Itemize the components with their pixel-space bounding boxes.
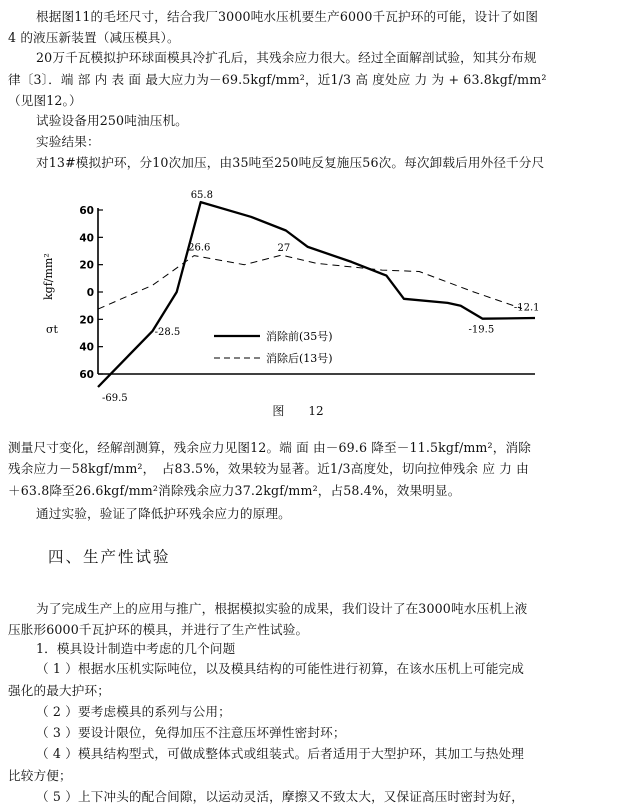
- y-tick-label: 40: [79, 232, 94, 245]
- text-line: 律〔3〕．端 部 内 表 面 最大应力为－69.5kgf/mm²，近1/3 高 度处应 力 为 + 63.8kgf/mm²: [8, 72, 547, 87]
- text-line: 1．模具设计制造中考虑的几个问题: [36, 641, 236, 656]
- legend-label-after: 消除后(13号): [266, 352, 333, 365]
- y-tick-label: 40: [79, 341, 94, 354]
- text-line: 测量尺寸变化，经解剖测算，残余应力见图12。端 面 由－69.6 降至－11.5kgf/mm²，消除: [8, 440, 531, 455]
- text-line: 根据图11的毛坯尺寸，结合我厂3000吨水压机要生产6000千瓦护环的可能，设计了如图: [36, 9, 539, 24]
- text-line: （ 5 ）上下冲头的配合间隙，以运动灵活，摩擦又不致太大，又保证高压时密封为好，: [36, 789, 524, 804]
- text-line: 比较方便；: [8, 768, 72, 783]
- text-line: 4 的液压新装置（减压模具）。: [8, 30, 180, 45]
- annotation-label: 26.6: [188, 242, 211, 254]
- figure-caption: 图 12: [272, 404, 324, 418]
- text-line: ＋63.8降至26.6kgf/mm²消除残余应力37.2kgf/mm²，占58.4%，效果明显。: [8, 483, 461, 498]
- annotation-label: -28.5: [154, 326, 181, 338]
- legend-label-before: 消除前(35号): [266, 330, 333, 343]
- y-tick-label: 60: [79, 205, 94, 217]
- text-line: （ 2 ）要考虑模具的系列与公用；: [36, 704, 231, 719]
- text-line: 对13#模拟护环，分10次加压，由35吨至250吨反复施压56次。每次卸载后用外径千分尺: [36, 155, 545, 170]
- annotation-label: -12.1: [513, 302, 540, 314]
- text-line: （ 4 ）模具结构型式，可做成整体式或组装式。后者适用于大型护环，其加工与热处理: [36, 746, 524, 761]
- chart-legend: [208, 324, 364, 370]
- y-tick-label: 0: [86, 287, 94, 299]
- text-line: 为了完成生产上的应用与推广，根据模拟实验的成果，我们设计了在3000吨水压机上液: [36, 601, 528, 616]
- y-tick-label: 20: [79, 259, 94, 272]
- text-line: 强化的最大护环；: [8, 683, 110, 698]
- y-tick-labels: [79, 205, 103, 381]
- series-after-line: [98, 255, 522, 309]
- text-line: （ 3 ）要设计限位，免得加压不注意压坏弹性密封环；: [36, 725, 346, 740]
- text-line: （见图12。）: [8, 93, 82, 108]
- y-axis-symbol-label: σt: [46, 323, 58, 336]
- text-line: （ 1 ）根据水压机实际吨位，以及模具结构的可能性进行初算，在该水压机上可能完成: [36, 661, 524, 676]
- annotation-label: 27: [277, 243, 291, 255]
- text-line: 试验设备用250吨油压机。: [36, 113, 188, 128]
- y-tick-label: 60: [79, 369, 94, 381]
- text-line: 通过实验，验证了降低护环残余应力的原理。: [36, 506, 291, 521]
- text-line: 实验结果：: [36, 134, 100, 149]
- section-title: 四、生产性试验: [48, 548, 171, 566]
- text-line: 20万千瓦模拟护环球面模具冷扩孔后，其残余应力很大。经过全面解剖试验，知其分布规: [36, 50, 537, 65]
- text-line: 残余应力－58kgf/mm²， 占83.5%，效果较为显著。近1/3高度处，切向拉伸残余 应 力 由: [8, 461, 529, 476]
- residual-stress-chart: [40, 178, 550, 404]
- text-line: 压胀形6000千瓦护环的模具，并进行了生产性试验。: [8, 622, 309, 637]
- annotation-label: -69.5: [102, 392, 128, 404]
- annotation-label: -19.5: [468, 324, 495, 336]
- y-axis-unit-label: kgf/mm²: [42, 253, 55, 300]
- chart-annotations: [102, 190, 540, 404]
- y-tick-label: 20: [79, 314, 94, 327]
- annotation-label: 65.8: [190, 190, 213, 202]
